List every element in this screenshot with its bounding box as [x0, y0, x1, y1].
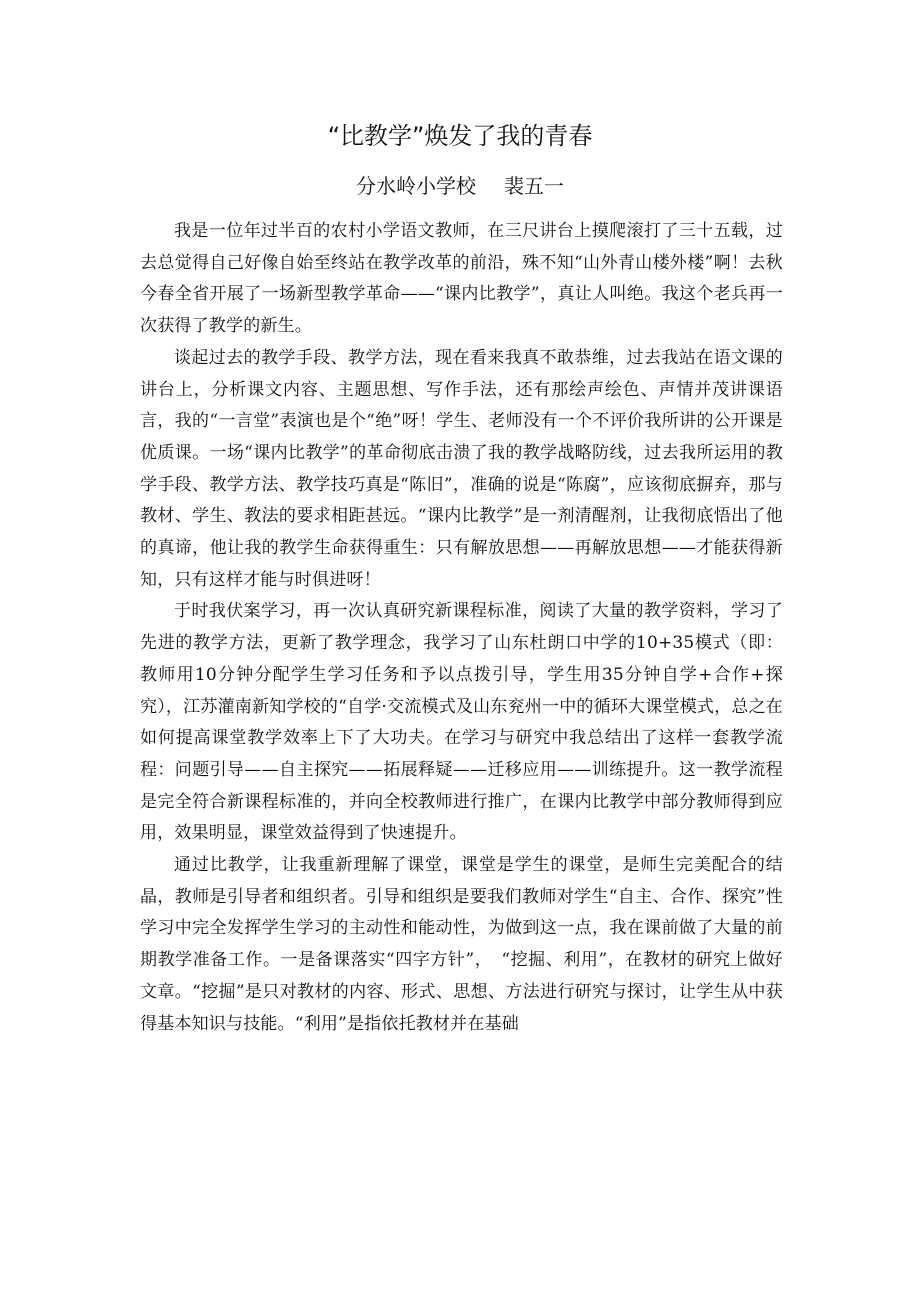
- document-title: “比教学”焕发了我的青春: [327, 122, 593, 150]
- paragraph-4: 通过比教学，让我重新理解了课堂，课堂是学生的课堂，是师生完美配合的结晶，教师是引导者和组织者。引导和组织是要我们教师对学生“自主、合作、探究”性学习中完全发挥学生学习的主动性和能动性，为做到这一点，我在课前做了大量的前期教学准备工作。一是备课落实“四字方针”， “挖掘、利用”，在教材的研究上做好文章。“挖掘”是只对教材的内容、形式、思想、方法进行研究与探讨，让学生从中获得基本知识与技能。“利用”是指依托教材并在基础: [140, 855, 783, 1034]
- paragraph-3: 于时我伏案学习，再一次认真研究新课程标准，阅读了大量的教学资料，学习了先进的教学方法，更新了教学理念，我学习了山东杜朗口中学的10+35模式（即：教师用10分钟分配学生学习任务和予以点拨引导，学生用35分钟自学+合作+探究），江苏灌南新知学校的“自学·交流模式及山东兖州一中的循环大课堂模式，总之在如何提高课堂教学效率上下了大功夫。在学习与研究中我总结出了这样一套教学流程：问题引导——自主探究——拓展释疑——迁移应用——训练提升。这一教学流程是完全符合新课程标准的，并向全校教师进行推广，在课内比教学中部分教师得到应用，效果明显，课堂效益得到了快速提升。: [140, 601, 783, 844]
- byline: [0, 172, 920, 200]
- paragraph-1: 我是一位年过半百的农村小学语文教师，在三尺讲台上摸爬滚打了三十五载，过去总觉得自己好像自始至终站在教学改革的前沿，殊不知“山外青山楼外楼”啊！去秋今春全省开展了一场新型教学革命——“课内比教学”，真让人叫绝。我这个老兵再一次获得了教学的新生。: [140, 221, 783, 337]
- paragraph-2: 谈起过去的教学手段、教学方法，现在看来我真不敢恭维，过去我站在语文课的讲台上，分析课文内容、主题思想、写作手法，还有那绘声绘色、声情并茂讲课语言，我的“一言堂”表演也是个“绝”呀！学生、老师没有一个不评价我所讲的公开课是优质课。一场“课内比教学”的革命彻底击溃了我的教学战略防线，过去我所运用的教学手段、教学方法、教学技巧真是“陈旧”，准确的说是“陈腐”，应该彻底摒弃，那与教材、学生、教法的要求相距甚远。“课内比教学”是一剂清醒剂，让我彻底悟出了他的真谛，他让我的教学生命获得重生：只有解放思想——再解放思想——才能获得新知，只有这样才能与时俱进呀！: [140, 347, 783, 590]
- author-school: 分水岭小学校: [356, 174, 476, 198]
- article-body: [140, 216, 783, 1040]
- author-name: 裴五一: [504, 174, 564, 198]
